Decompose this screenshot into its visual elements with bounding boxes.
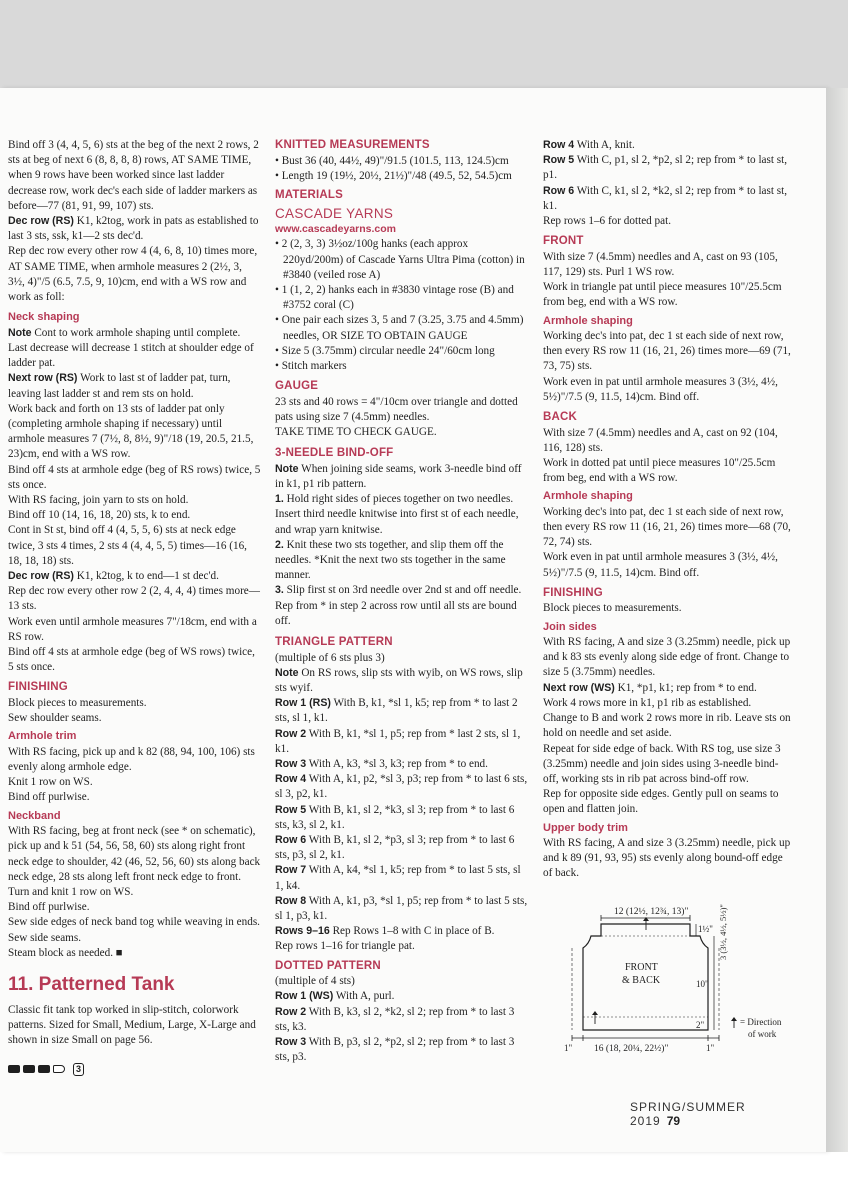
page-footer [630, 1100, 800, 1128]
row-term: Dec row (RS) [8, 215, 74, 228]
note-text: On RS rows, slip sts with wyib, on WS rows, slip sts wyif. [275, 666, 523, 694]
step-paragraph [275, 583, 530, 629]
paragraph: Block pieces to measurements. [8, 696, 147, 709]
material-item: • Stitch markers [275, 360, 347, 373]
pattern-row [543, 153, 793, 183]
row-term: Row 4 [275, 773, 307, 786]
note-term: Note [8, 326, 32, 339]
paragraph: Knit 1 row on WS. [8, 776, 93, 789]
paragraph: Work even in pat until armhole measures 3 (3½, 4½, 5½)"/7.5 (9, 11.5, 14)cm. Bind off. [543, 375, 778, 403]
paragraph: With RS facing, A and size 3 (3.25mm) needle, pick up and k 83 sts evenly along side edge of front. Change to size 5 (3.75mm) needles. [543, 636, 791, 679]
row-text: With B, k1, *sl 1, p5; rep from * last 2 sts, sl 1, k1. [275, 727, 521, 755]
legend-label-line1: = Direction [740, 1017, 782, 1027]
next-row-paragraph [8, 371, 261, 401]
row-text: With A, knit. [574, 139, 635, 151]
section-heading-finishing: FINISHING [8, 681, 68, 694]
paragraph: Rep dec row every other row 4 (4, 6, 8, 10) times more, AT SAME TIME, when armhole measures 2 (2½, 3, 3½, 4)"/5 (6.5, 7.5, 9, 10)cm, end with a WS row and work as foll: [8, 245, 258, 304]
row-text: With A, purl. [333, 990, 395, 1003]
row-text: With A, k1, p3, *sl 1, p5; rep from * to last 5 sts, sl 1, p3, k1. [275, 894, 528, 923]
row-term: Row 2 [275, 1005, 307, 1018]
direction-arrow-head [643, 917, 649, 921]
paragraph: Rep rows 1–16 for triangle pat. [275, 940, 415, 953]
step-number: 1. [275, 493, 284, 506]
row-term: Row 5 [543, 154, 575, 167]
paragraph: Cont in St st, bind off 4 (4, 5, 5, 6) sts at neck edge twice, 3 sts 4 times, 2 sts 4 (4, 4, 5, 5) times—16 (16, 18, 18, 18) sts. [8, 524, 247, 567]
skill-bar-filled [8, 1065, 20, 1073]
row-text: With A, k3, *sl 3, k3; rep from * to end. [306, 758, 488, 770]
paragraph: Block pieces to measurements. [543, 602, 682, 615]
paragraph: Work in triangle pat until piece measures 10"/25.5cm from beg, end with a WS row. [543, 281, 782, 309]
row-text: With B, k1, sl 2, *p3, sl 3; rep from * to last 6 sts, p3, sl 2, k1. [275, 834, 515, 862]
paragraph: Bind off 10 (14, 16, 18, 20) sts, k to end. [8, 509, 191, 522]
paragraph: Change to B and work 2 rows more in rib. Leave sts on hold on needle and set aside. [543, 712, 791, 740]
paragraph: Rep dec row every other row 2 (2, 4, 4, 4) times more—13 sts. [8, 585, 260, 613]
garment-schematic [562, 900, 794, 1060]
row-term: Row 8 [275, 894, 307, 907]
row-text: With B, p3, sl 2, *p2, sl 2; rep from * to last 3 sts, p3. [275, 1035, 515, 1064]
paragraph: With RS facing, join yarn to sts on hold. [8, 493, 189, 506]
row-term: Next row (RS) [8, 372, 78, 385]
row-term: Row 3 [275, 758, 307, 770]
section-heading-knitted-measurements: KNITTED MEASUREMENTS [275, 139, 430, 151]
next-row-paragraph [543, 681, 793, 696]
pattern-row [275, 924, 530, 939]
gauge-check: TAKE TIME TO CHECK GAUGE. [275, 426, 437, 439]
direction-arrow-head [592, 1011, 598, 1015]
row-text: With B, k1, sl 2, *k3, sl 3; rep from * to last 6 sts, k3, sl 2, k1. [275, 803, 515, 831]
page-edge [826, 88, 848, 1152]
material-item: • One pair each sizes 3, 5 and 7 (3.25, 3.75 and 4.5mm) needles, OR SIZE TO OBTAIN GAUGE [275, 314, 524, 342]
section-heading-finishing: FINISHING [543, 586, 603, 599]
paragraph: With RS facing, A and size 3 (3.25mm) needle, pick up and k 89 (91, 93, 95) sts evenly along bound-off edge of back. [543, 837, 791, 880]
row-term: Rows 9–16 [275, 925, 330, 938]
paragraph: Sew shoulder seams. [8, 712, 102, 725]
row-text: Rep Rows 1–8 with C in place of B. [329, 925, 495, 938]
step-paragraph [275, 492, 530, 538]
paragraph: Rep for opposite side edges. Gently pull on seams to open and flatten join. [543, 788, 779, 816]
paragraph: With size 7 (4.5mm) needles and A, cast on 92 (104, 116, 128) sts. [543, 426, 778, 454]
note-term: Note [275, 666, 299, 679]
section-heading-armhole-shaping: Armhole shaping [543, 314, 633, 327]
section-heading-armhole-trim: Armhole trim [8, 730, 77, 743]
row-term: Next row (WS) [543, 681, 615, 694]
pattern-row [543, 138, 793, 153]
section-heading-back: BACK [543, 411, 578, 424]
note-text: When joining side seams, work 3-needle bind off in k1, p1 rib pattern. [275, 462, 522, 491]
legend-label-line2: of work [748, 1029, 777, 1039]
paragraph: Steam block as needed. ■ [8, 946, 123, 959]
page-number: 79 [666, 1114, 681, 1128]
paragraph: With size 7 (4.5mm) needles and A, cast on 93 (105, 117, 129) sts. Purl 1 WS row. [543, 250, 778, 278]
section-heading-upper-body-trim: Upper body trim [543, 821, 628, 834]
row-term: Row 6 [543, 184, 575, 197]
dec-row-paragraph [8, 569, 261, 584]
section-heading-armhole-shaping: Armhole shaping [543, 490, 633, 503]
section-heading-neckband: Neckband [8, 809, 61, 822]
paragraph: Work 4 rows more in k1, p1 rib as established. [543, 696, 752, 709]
paragraph: Working dec's into pat, dec 1 st each side of next row, then every RS row 11 (16, 21, 26) times more—68 (70, 72, 74) sts. [543, 505, 791, 549]
row-term: Row 6 [275, 834, 307, 847]
dec-row-paragraph [8, 214, 261, 244]
row-term: Row 2 [275, 727, 307, 740]
paragraph: Bind off 4 sts at armhole edge (beg of WS rows) twice, 5 sts once. [8, 646, 255, 674]
side-right-label: 1" [706, 1043, 715, 1053]
bust-measurement: • Bust 36 (40, 44½, 49)"/91.5 (101.5, 113, 124.5)cm [275, 154, 509, 167]
row-text: With B, k1, *sl 1, k5; rep from * to last 2 sts, sl 1, k1. [275, 697, 518, 725]
section-heading-join-sides: Join sides [543, 620, 597, 633]
multiple-note: (multiple of 4 sts) [275, 975, 355, 988]
paragraph: Bind off purlwise. [8, 901, 90, 914]
pattern-row [543, 184, 793, 214]
pattern-row [275, 696, 530, 726]
front-label: FRONT [625, 962, 658, 973]
skill-bar-empty [53, 1065, 65, 1073]
paragraph: With RS facing, pick up and k 82 (88, 94, 100, 106) sts evenly along armhole edge. [8, 745, 255, 774]
issue-label: SPRING/SUMMER 2019 [630, 1100, 746, 1128]
row-term: Dec row (RS) [8, 569, 74, 582]
note-paragraph [275, 666, 530, 696]
section-heading-front: FRONT [543, 235, 584, 248]
pattern-row [275, 803, 530, 833]
yarn-brand: CASCADE YARNS [275, 206, 394, 222]
bottom-width-label: 16 (18, 20¼, 22½)" [594, 1044, 669, 1054]
skill-level-number: 3 [73, 1063, 84, 1076]
row-text: With A, k4, *sl 1, k5; rep from * to last 5 sts, sl 1, k4. [275, 864, 521, 892]
paragraph: Work even in pat until armhole measures 3 (3½, 4½, 5½)"/7.5 (9, 11.5, 14)cm. Bind off. [543, 551, 778, 579]
gauge-text: 23 sts and 40 rows = 4"/10cm over triangle and dotted pats using size 7 (4.5mm) needles. [275, 395, 518, 423]
paragraph: Work back and forth on 13 sts of ladder pat only (completing armhole shaping if necessary) until armhole measures 7 (7½, 8, 8½, 9)"/18 (19, 20.5, 21.5, 23)cm, end with a WS row. [8, 402, 254, 461]
column-3 [543, 138, 793, 882]
paragraph: With RS facing, beg at front neck (see * on schematic), pick up and k 51 (54, 56, 58, 60) sts along right front neck edge to shoulder, 42 (46, 52, 56, 60) sts along back neck edge, 28 sts along left front neck edge to front. Turn and knit 1 row on WS. [8, 825, 261, 898]
paragraph: Working dec's into pat, dec 1 st each side of next row, then every RS row 11 (16, 21, 26) times more—69 (71, 73, 75) sts. [543, 330, 791, 373]
length-measurement: • Length 19 (19½, 20½, 21½)"/48 (49.5, 52, 54.5)cm [275, 169, 512, 182]
paragraph: Work even until armhole measures 7"/18cm, end with a RS row. [8, 615, 257, 643]
section-heading-3-needle-bind-off: 3-NEEDLE BIND-OFF [275, 447, 394, 460]
section-heading-triangle-pattern: TRIANGLE PATTERN [275, 636, 393, 649]
row-term: Row 5 [275, 803, 307, 816]
row-text: With B, k3, sl 2, *k2, sl 2; rep from * to last 3 sts, k3. [275, 1005, 515, 1033]
armhole-depth-label: 3 (3½, 4½, 5½)" [718, 904, 728, 960]
pattern-intro: Classic fit tank top worked in slip-stitch, colorwork patterns. Sized for Small, Medium, Large, X-Large and shown in size Small on page 56. [8, 1003, 256, 1047]
row-term: Row 1 (WS) [275, 990, 334, 1003]
column-1 [8, 138, 261, 1076]
note-paragraph [275, 462, 530, 492]
section-heading-gauge: GAUGE [275, 380, 319, 393]
row-text: Work to last st of ladder pat, turn, leaving last ladder st and rem sts on hold. [8, 372, 231, 400]
pattern-title: 11. Patterned Tank [8, 973, 175, 995]
pattern-row [275, 833, 530, 863]
body-length-label: 10" [696, 979, 709, 989]
pattern-row [275, 894, 530, 924]
row-text: With C, p1, sl 2, *p2, sl 2; rep from * to last st, p1. [543, 154, 788, 182]
pattern-row [275, 772, 530, 802]
material-item: • 1 (1, 2, 2) hanks each in #3830 vintage rose (B) and #3752 coral (C) [275, 284, 514, 312]
section-heading-materials: MATERIALS [275, 188, 344, 201]
brand-url[interactable]: www.cascadeyarns.com [275, 223, 397, 236]
pattern-row [275, 1035, 530, 1065]
pattern-row [275, 989, 530, 1004]
paragraph: Work in dotted pat until piece measures 10"/25.5cm from beg, end with a WS row. [543, 456, 776, 485]
step-text: Knit these two sts together, and slip them off the needles. *Knit the next two sts together in the same manner. [275, 538, 506, 582]
side-left-label: 1" [564, 1043, 573, 1053]
rib-label: 2" [696, 1020, 705, 1030]
paragraph: Repeat for side edge of back. With RS tog, use size 3 (3.25mm) needle and join sides using 3-needle bind-off, working sts in rib pat across bind-off row. [543, 742, 781, 785]
row-text: K1, k2tog, work in pats as established to last 3 sts, ssk, k1—2 sts dec'd. [8, 215, 259, 243]
pattern-row [275, 863, 530, 893]
row-term: Row 1 (RS) [275, 697, 331, 710]
step-text: Slip first st on 3rd needle over 2nd st and off needle. Rep from * in step 2 across row until all sts are bound off. [275, 584, 522, 627]
row-text: With C, k1, sl 2, *k2, sl 2; rep from * to last st, k1. [543, 184, 788, 212]
paragraph: Rep rows 1–6 for dotted pat. [543, 215, 672, 228]
row-text: K1, *p1, k1; rep from * to end. [614, 681, 757, 694]
pattern-row [275, 727, 530, 757]
pattern-row [275, 757, 530, 772]
paragraph: Sew side edges of neck band tog while weaving in ends. Sew side seams. [8, 916, 260, 944]
multiple-note: (multiple of 6 sts plus 3) [275, 651, 385, 664]
material-item: • Size 5 (3.75mm) circular needle 24"/60cm long [275, 344, 495, 357]
step-number: 3. [275, 584, 284, 597]
paragraph: Bind off purlwise. [8, 791, 90, 804]
section-heading-neck-shaping: Neck shaping [8, 311, 80, 324]
top-band-label: 1½" [698, 924, 713, 934]
skill-level-bars-icon [8, 1063, 261, 1076]
top-width-label: 12 (12½, 12¾, 13)" [614, 907, 689, 917]
step-number: 2. [275, 538, 284, 551]
note-text: Cont to work armhole shaping until complete. Last decrease will decrease 1 stitch at shoulder edge of ladder pat. [8, 326, 254, 370]
legend-arrow-head [731, 1017, 737, 1021]
row-text: With A, k1, p2, *sl 3, p3; rep from * to last 6 sts, sl 3, p2, k1. [275, 773, 528, 801]
skill-bar-filled [38, 1065, 50, 1073]
step-paragraph [275, 538, 530, 584]
row-term: Row 4 [543, 139, 575, 151]
scan-top-band [0, 0, 848, 88]
pattern-row [275, 1005, 530, 1035]
row-term: Row 7 [275, 864, 307, 877]
row-text: K1, k2tog, k to end—1 st dec'd. [73, 569, 219, 582]
skill-bar-filled [23, 1065, 35, 1073]
step-text: Hold right sides of pieces together on two needles. Insert third needle knitwise into first st of each needle, and wrap yarn knitwise. [275, 493, 519, 536]
note-term: Note [275, 462, 299, 475]
back-label: & BACK [622, 975, 661, 986]
section-heading-dotted-pattern: DOTTED PATTERN [275, 959, 381, 972]
paragraph: Bind off 3 (4, 4, 5, 6) sts at the beg of the next 2 rows, 2 sts at beg of next 6 (8, 8, 8, 8) rows, AT SAME TIME, when 9 rows have been worked since last ladder decrease row, work dec's each side of ladder markers as before—77 (81, 91, 99, 107) sts. [8, 139, 259, 212]
row-term: Row 3 [275, 1035, 307, 1048]
material-item: • 2 (2, 3, 3) 3½oz/100g hanks (each approx 220yd/200m) of Cascade Yarns Ultra Pima (cotton) in #3840 (veiled rose A) [275, 238, 525, 281]
note-paragraph [8, 326, 261, 372]
paragraph: Bind off 4 sts at armhole edge (beg of RS rows) twice, 5 sts once. [8, 463, 261, 491]
column-2 [275, 138, 530, 1065]
